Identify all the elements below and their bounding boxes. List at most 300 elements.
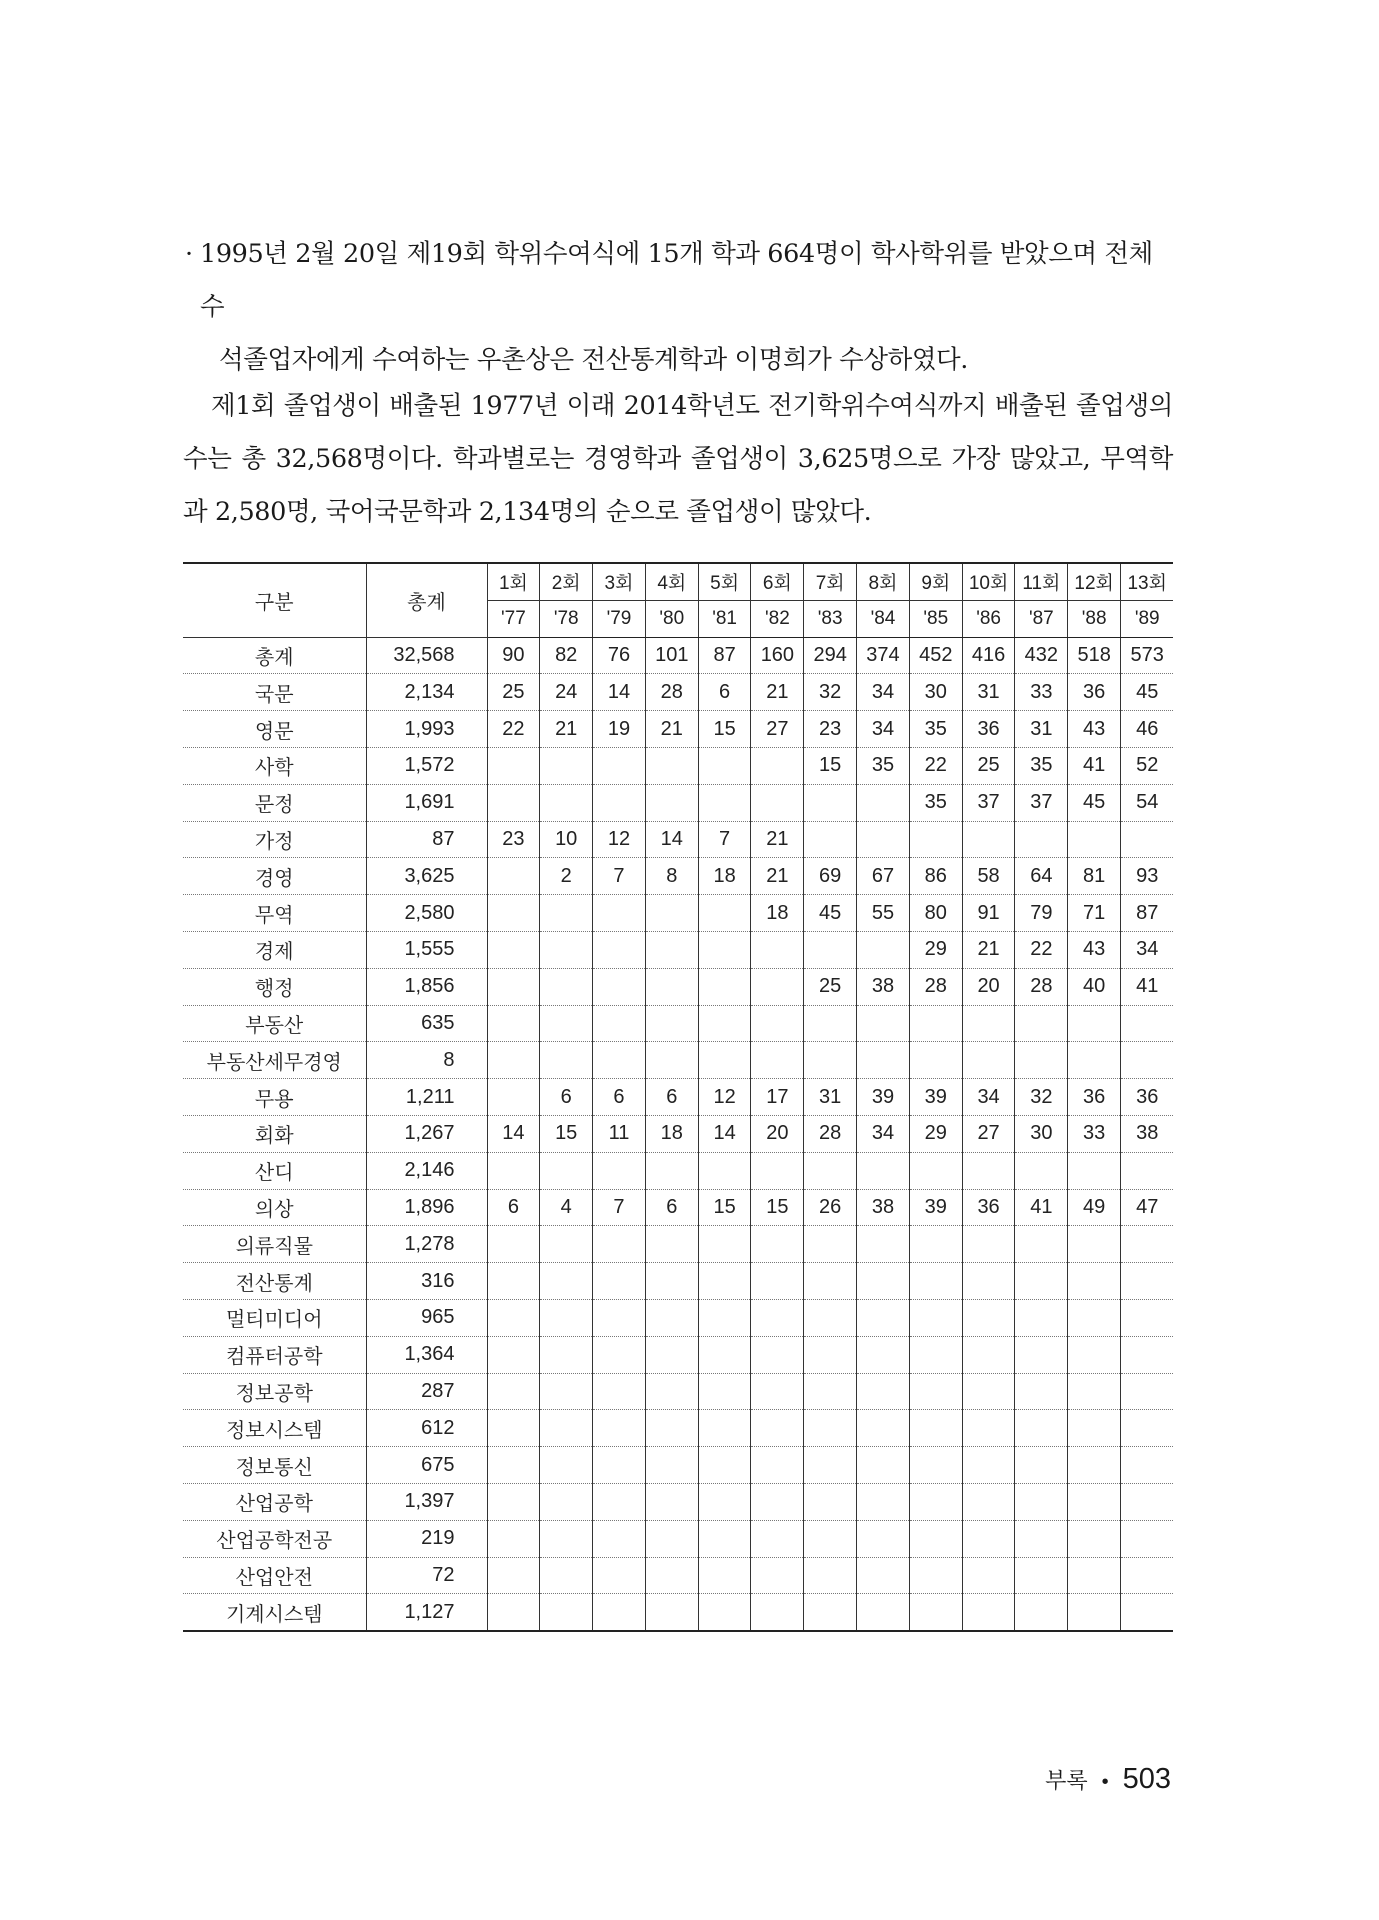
table-cell: 36 xyxy=(962,1189,1015,1226)
table-cell xyxy=(804,1336,857,1373)
table-row xyxy=(183,1447,1173,1484)
table-cell xyxy=(698,895,751,932)
table-cell xyxy=(962,1594,1015,1631)
table-cell: 38 xyxy=(857,968,910,1005)
table-cell xyxy=(487,1373,540,1410)
year-header: '77 xyxy=(487,600,540,637)
year-header: '89 xyxy=(1121,600,1174,637)
table-cell: 10 xyxy=(540,821,593,858)
table-row xyxy=(183,747,1173,784)
table-cell: 27 xyxy=(751,711,804,748)
table-cell: 29 xyxy=(909,1115,962,1152)
row-label: 산업안전 xyxy=(183,1557,366,1594)
table-cell xyxy=(1068,1447,1121,1484)
session-header: 11회 xyxy=(1015,563,1068,600)
table-cell xyxy=(540,1336,593,1373)
table-cell xyxy=(804,1373,857,1410)
table-cell xyxy=(804,821,857,858)
table-cell xyxy=(962,821,1015,858)
table-cell xyxy=(698,1447,751,1484)
table-cell: 41 xyxy=(1121,968,1174,1005)
table-cell: 8 xyxy=(645,858,698,895)
table-cell xyxy=(1068,1263,1121,1300)
table-row xyxy=(183,968,1173,1005)
table-cell xyxy=(1015,1483,1068,1520)
row-total: 1,555 xyxy=(366,931,487,968)
table-cell: 25 xyxy=(962,747,1015,784)
table-cell xyxy=(645,1410,698,1447)
table-cell: 31 xyxy=(804,1079,857,1116)
header-category: 구분 xyxy=(183,563,366,637)
table-cell xyxy=(909,1557,962,1594)
table-cell xyxy=(1068,1299,1121,1336)
table-cell: 32 xyxy=(1015,1079,1068,1116)
table-cell xyxy=(1068,1373,1121,1410)
table-cell xyxy=(645,1594,698,1631)
table-cell xyxy=(593,895,646,932)
table-cell xyxy=(698,1410,751,1447)
table-cell xyxy=(593,1336,646,1373)
row-label: 총계 xyxy=(183,637,366,674)
table-cell xyxy=(540,1594,593,1631)
table-cell xyxy=(962,1299,1015,1336)
table-cell xyxy=(593,1042,646,1079)
table-cell xyxy=(857,1410,910,1447)
table-row xyxy=(183,674,1173,711)
table-cell xyxy=(698,1336,751,1373)
table-cell xyxy=(909,1042,962,1079)
table-cell xyxy=(1015,1152,1068,1189)
table-cell xyxy=(857,1263,910,1300)
table-row xyxy=(183,711,1173,748)
table-cell: 15 xyxy=(804,747,857,784)
table-cell xyxy=(1068,1336,1121,1373)
session-header: 7회 xyxy=(804,563,857,600)
year-header: '87 xyxy=(1015,600,1068,637)
table-row xyxy=(183,784,1173,821)
table-cell: 38 xyxy=(1121,1115,1174,1152)
table-cell: 45 xyxy=(804,895,857,932)
table-cell xyxy=(1068,1042,1121,1079)
table-cell: 21 xyxy=(540,711,593,748)
table-cell: 36 xyxy=(1068,674,1121,711)
table-cell xyxy=(857,821,910,858)
table-cell xyxy=(962,1447,1015,1484)
table-cell xyxy=(751,1557,804,1594)
table-cell xyxy=(909,1483,962,1520)
table-cell: 15 xyxy=(751,1189,804,1226)
table-cell: 12 xyxy=(698,1079,751,1116)
row-label: 의상 xyxy=(183,1189,366,1226)
table-cell xyxy=(593,1594,646,1631)
table-cell: 23 xyxy=(804,711,857,748)
row-label: 전산통계 xyxy=(183,1263,366,1300)
table-cell xyxy=(487,1263,540,1300)
table-cell xyxy=(857,784,910,821)
table-cell: 34 xyxy=(857,711,910,748)
table-cell xyxy=(751,1594,804,1631)
bullet-paragraph xyxy=(185,228,1175,387)
table-cell xyxy=(540,784,593,821)
table-cell xyxy=(645,747,698,784)
table-row xyxy=(183,1005,1173,1042)
session-header: 4회 xyxy=(645,563,698,600)
table-cell xyxy=(1068,1226,1121,1263)
table-cell xyxy=(1015,1410,1068,1447)
table-cell: 160 xyxy=(751,637,804,674)
table-cell xyxy=(645,1336,698,1373)
table-row xyxy=(183,1189,1173,1226)
table-cell: 82 xyxy=(540,637,593,674)
table-cell xyxy=(698,931,751,968)
table-cell: 90 xyxy=(487,637,540,674)
table-cell: 6 xyxy=(698,674,751,711)
table-cell: 29 xyxy=(909,931,962,968)
table-cell xyxy=(804,1520,857,1557)
footer-separator: • xyxy=(1101,1771,1109,1793)
table-cell xyxy=(698,968,751,1005)
table-cell: 54 xyxy=(1121,784,1174,821)
row-label: 기계시스템 xyxy=(183,1594,366,1631)
row-label: 부동산세무경영 xyxy=(183,1042,366,1079)
table-cell xyxy=(909,1226,962,1263)
table-cell: 6 xyxy=(593,1079,646,1116)
table-cell xyxy=(487,1226,540,1263)
table-cell xyxy=(962,1263,1015,1300)
table-cell xyxy=(909,1373,962,1410)
table-row xyxy=(183,1115,1173,1152)
table-cell xyxy=(1121,1299,1174,1336)
table-cell xyxy=(751,1483,804,1520)
table-cell: 18 xyxy=(698,858,751,895)
table-cell xyxy=(593,747,646,784)
session-header: 13회 xyxy=(1121,563,1174,600)
session-header: 8회 xyxy=(857,563,910,600)
table-cell: 18 xyxy=(645,1115,698,1152)
row-label: 컴퓨터공학 xyxy=(183,1336,366,1373)
table-cell xyxy=(962,1373,1015,1410)
table-cell: 14 xyxy=(487,1115,540,1152)
table-cell: 55 xyxy=(857,895,910,932)
table-row xyxy=(183,1079,1173,1116)
table-cell xyxy=(1015,1299,1068,1336)
table-cell xyxy=(1121,1263,1174,1300)
bullet-line-1: 1995년 2월 20일 제19회 학위수여식에 15개 학과 664명이 학사학위를 받았으며 전체 수 xyxy=(200,239,1153,322)
table-cell xyxy=(593,1373,646,1410)
row-total: 612 xyxy=(366,1410,487,1447)
row-label: 행정 xyxy=(183,968,366,1005)
table-cell: 34 xyxy=(857,674,910,711)
table-cell xyxy=(1015,1447,1068,1484)
row-label: 무역 xyxy=(183,895,366,932)
table-cell xyxy=(487,895,540,932)
row-total: 1,211 xyxy=(366,1079,487,1116)
table-cell xyxy=(751,1263,804,1300)
session-header: 9회 xyxy=(909,563,962,600)
table-cell: 87 xyxy=(1121,895,1174,932)
table-cell xyxy=(487,747,540,784)
table-cell: 4 xyxy=(540,1189,593,1226)
table-cell: 294 xyxy=(804,637,857,674)
table-row xyxy=(183,1226,1173,1263)
table-cell: 20 xyxy=(962,968,1015,1005)
table-row xyxy=(183,1557,1173,1594)
table-cell: 26 xyxy=(804,1189,857,1226)
session-header: 2회 xyxy=(540,563,593,600)
table-cell xyxy=(698,1152,751,1189)
bullet-marker: · xyxy=(185,239,193,269)
table-cell xyxy=(698,784,751,821)
table-cell xyxy=(909,1152,962,1189)
table-cell: 25 xyxy=(804,968,857,1005)
table-cell xyxy=(698,1373,751,1410)
table-cell: 36 xyxy=(962,711,1015,748)
row-total: 1,896 xyxy=(366,1189,487,1226)
table-cell xyxy=(1015,1005,1068,1042)
row-label: 멀티미디어 xyxy=(183,1299,366,1336)
table-cell xyxy=(1121,1042,1174,1079)
table-cell xyxy=(804,784,857,821)
session-header: 6회 xyxy=(751,563,804,600)
table-cell: 518 xyxy=(1068,637,1121,674)
table-cell: 87 xyxy=(698,637,751,674)
table-cell xyxy=(593,1410,646,1447)
table-cell: 37 xyxy=(962,784,1015,821)
table-cell xyxy=(593,1005,646,1042)
row-total: 2,580 xyxy=(366,895,487,932)
table-row xyxy=(183,821,1173,858)
row-total: 1,856 xyxy=(366,968,487,1005)
table-cell: 22 xyxy=(487,711,540,748)
table-cell xyxy=(540,1373,593,1410)
table-cell xyxy=(857,1042,910,1079)
page-number: 503 xyxy=(1122,1763,1171,1795)
table-cell xyxy=(540,1042,593,1079)
table-cell: 33 xyxy=(1015,674,1068,711)
table-cell xyxy=(804,1152,857,1189)
table-cell xyxy=(540,1447,593,1484)
table-cell xyxy=(540,1483,593,1520)
table-cell xyxy=(751,747,804,784)
table-cell xyxy=(645,1373,698,1410)
table-cell xyxy=(962,1226,1015,1263)
table-cell xyxy=(487,1336,540,1373)
year-header: '84 xyxy=(857,600,910,637)
row-total: 1,572 xyxy=(366,747,487,784)
table-cell xyxy=(909,1594,962,1631)
table-cell xyxy=(540,1152,593,1189)
table-cell: 32 xyxy=(804,674,857,711)
table-cell xyxy=(962,1042,1015,1079)
table-row xyxy=(183,858,1173,895)
table-row xyxy=(183,1410,1173,1447)
table-cell xyxy=(540,1410,593,1447)
table-cell: 31 xyxy=(962,674,1015,711)
table-cell xyxy=(540,1263,593,1300)
table-cell: 6 xyxy=(645,1189,698,1226)
table-cell: 7 xyxy=(593,858,646,895)
table-cell: 41 xyxy=(1015,1189,1068,1226)
table-cell xyxy=(645,931,698,968)
table-cell xyxy=(540,1005,593,1042)
table-cell: 11 xyxy=(593,1115,646,1152)
table-cell: 7 xyxy=(593,1189,646,1226)
row-total: 8 xyxy=(366,1042,487,1079)
table-cell: 28 xyxy=(804,1115,857,1152)
table-cell xyxy=(804,1557,857,1594)
table-cell xyxy=(751,1152,804,1189)
table-cell xyxy=(804,1410,857,1447)
table-cell xyxy=(698,1005,751,1042)
table-cell xyxy=(540,1557,593,1594)
table-cell: 6 xyxy=(540,1079,593,1116)
table-cell: 21 xyxy=(751,674,804,711)
table-cell xyxy=(593,1226,646,1263)
table-cell xyxy=(1015,1557,1068,1594)
year-header: '88 xyxy=(1068,600,1121,637)
table-cell: 30 xyxy=(909,674,962,711)
table-cell xyxy=(593,1263,646,1300)
table-cell: 35 xyxy=(1015,747,1068,784)
table-cell xyxy=(540,931,593,968)
table-cell: 40 xyxy=(1068,968,1121,1005)
table-cell xyxy=(645,784,698,821)
table-cell: 36 xyxy=(1068,1079,1121,1116)
row-total: 1,691 xyxy=(366,784,487,821)
table-cell: 79 xyxy=(1015,895,1068,932)
table-cell xyxy=(857,1336,910,1373)
table-cell: 374 xyxy=(857,637,910,674)
table-cell xyxy=(857,931,910,968)
table-cell xyxy=(804,1594,857,1631)
table-cell xyxy=(1015,1042,1068,1079)
row-total: 32,568 xyxy=(366,637,487,674)
table-cell xyxy=(1015,1263,1068,1300)
table-cell: 25 xyxy=(487,674,540,711)
table-cell xyxy=(487,1042,540,1079)
table-cell: 28 xyxy=(645,674,698,711)
table-cell: 2 xyxy=(540,858,593,895)
row-label: 산디 xyxy=(183,1152,366,1189)
table-cell xyxy=(857,1152,910,1189)
table-cell xyxy=(1121,1410,1174,1447)
row-total: 3,625 xyxy=(366,858,487,895)
row-total: 1,127 xyxy=(366,1594,487,1631)
table-cell xyxy=(645,1263,698,1300)
table-cell xyxy=(645,1520,698,1557)
table-cell: 14 xyxy=(698,1115,751,1152)
table-cell xyxy=(962,1557,1015,1594)
table-cell xyxy=(804,1447,857,1484)
year-header: '80 xyxy=(645,600,698,637)
table-cell xyxy=(1121,1005,1174,1042)
table-cell xyxy=(645,968,698,1005)
table-cell: 39 xyxy=(857,1079,910,1116)
table-cell: 39 xyxy=(909,1079,962,1116)
table-cell xyxy=(593,1447,646,1484)
table-cell: 101 xyxy=(645,637,698,674)
table-cell xyxy=(487,1152,540,1189)
table-cell: 21 xyxy=(751,858,804,895)
table-cell xyxy=(751,968,804,1005)
table-cell xyxy=(593,1299,646,1336)
table-cell xyxy=(645,1042,698,1079)
table-cell xyxy=(593,931,646,968)
table-cell xyxy=(857,1483,910,1520)
table-cell xyxy=(645,1005,698,1042)
table-cell xyxy=(1068,1410,1121,1447)
table-row xyxy=(183,1042,1173,1079)
table-cell xyxy=(645,1447,698,1484)
row-label: 의류직물 xyxy=(183,1226,366,1263)
table-cell xyxy=(1121,1447,1174,1484)
table-cell xyxy=(487,1483,540,1520)
table-cell: 45 xyxy=(1121,674,1174,711)
table-cell: 6 xyxy=(645,1079,698,1116)
table-cell: 35 xyxy=(857,747,910,784)
table-cell xyxy=(698,1042,751,1079)
table-cell xyxy=(751,1042,804,1079)
table-cell xyxy=(1015,1336,1068,1373)
year-header: '78 xyxy=(540,600,593,637)
table-cell: 36 xyxy=(1121,1079,1174,1116)
table-cell: 14 xyxy=(593,674,646,711)
row-total: 1,267 xyxy=(366,1115,487,1152)
table-row xyxy=(183,637,1173,674)
table-cell xyxy=(962,1005,1015,1042)
table-cell xyxy=(1121,1373,1174,1410)
table-cell xyxy=(751,1226,804,1263)
table-cell: 22 xyxy=(1015,931,1068,968)
row-label: 부동산 xyxy=(183,1005,366,1042)
table-cell: 21 xyxy=(751,821,804,858)
table-cell: 12 xyxy=(593,821,646,858)
table-cell: 31 xyxy=(1015,711,1068,748)
table-cell xyxy=(645,895,698,932)
row-label: 산업공학 xyxy=(183,1483,366,1520)
table-body xyxy=(183,637,1173,1631)
table-cell xyxy=(857,1594,910,1631)
table-cell: 23 xyxy=(487,821,540,858)
table-cell xyxy=(962,1520,1015,1557)
table-cell: 27 xyxy=(962,1115,1015,1152)
table-cell: 18 xyxy=(751,895,804,932)
table-cell xyxy=(751,784,804,821)
table-cell: 34 xyxy=(1121,931,1174,968)
table-cell: 41 xyxy=(1068,747,1121,784)
table-cell xyxy=(804,931,857,968)
table-cell xyxy=(540,1226,593,1263)
table-cell: 33 xyxy=(1068,1115,1121,1152)
table-cell xyxy=(698,1594,751,1631)
table-cell: 76 xyxy=(593,637,646,674)
header-total: 총계 xyxy=(366,563,487,637)
table-cell xyxy=(487,1410,540,1447)
row-label: 정보공학 xyxy=(183,1373,366,1410)
table-cell xyxy=(1121,1226,1174,1263)
table-cell xyxy=(487,1520,540,1557)
table-cell xyxy=(804,1483,857,1520)
table-cell xyxy=(540,1299,593,1336)
table-cell xyxy=(593,1557,646,1594)
table-cell: 71 xyxy=(1068,895,1121,932)
row-label: 경영 xyxy=(183,858,366,895)
table-cell xyxy=(645,1152,698,1189)
table-cell xyxy=(909,1410,962,1447)
table-cell xyxy=(1068,1557,1121,1594)
table-cell xyxy=(1121,821,1174,858)
table-cell xyxy=(751,931,804,968)
